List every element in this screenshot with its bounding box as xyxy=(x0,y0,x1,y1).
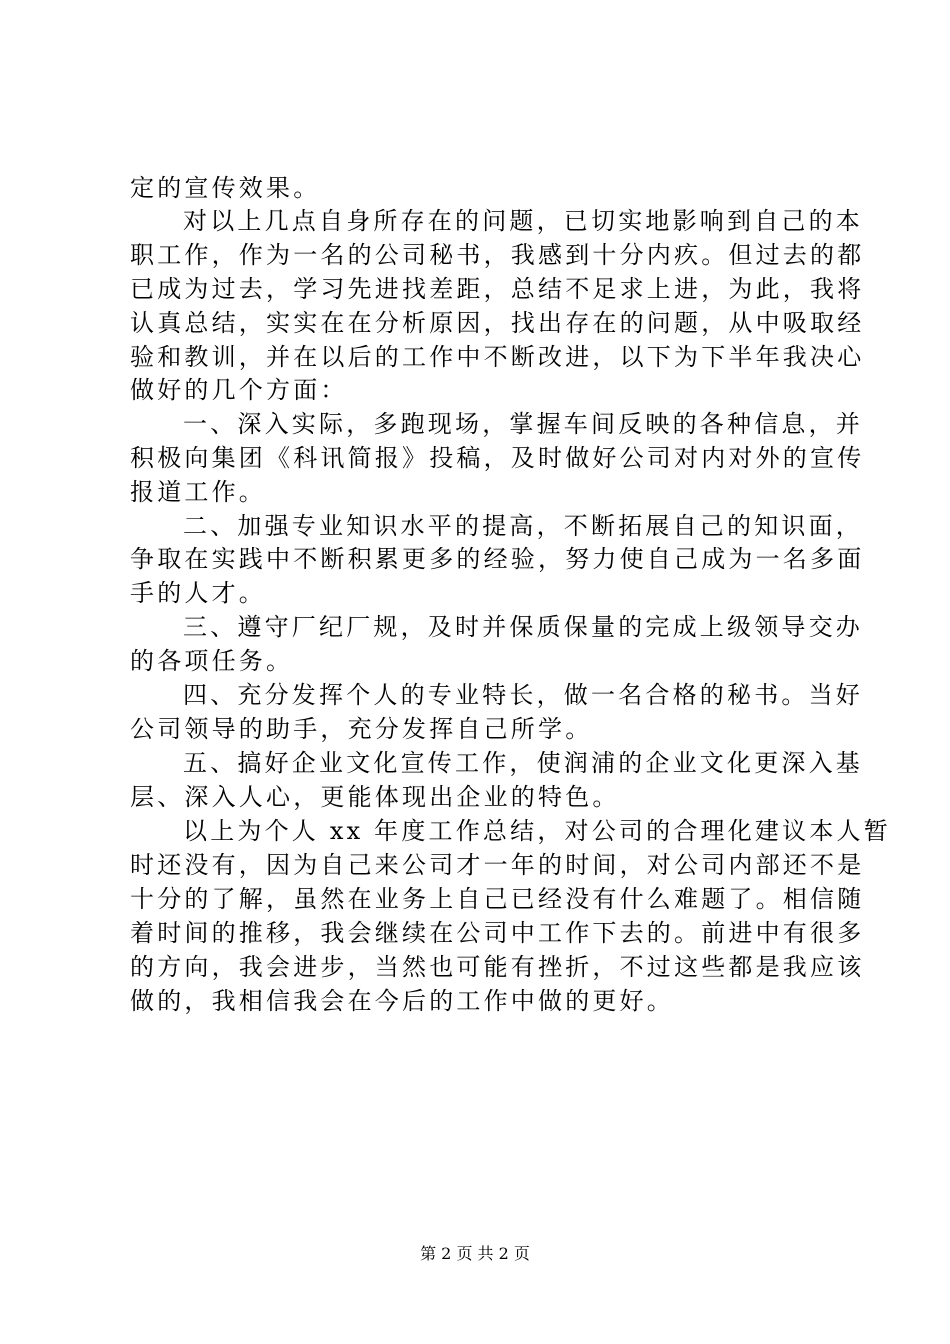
text-line: 争取在实践中不断积累更多的经验，努力使自己成为一名多面 xyxy=(130,545,865,573)
text-line: 认真总结，实实在在分析原因，找出存在的问题，从中吸取经 xyxy=(130,309,865,337)
text-line: 手的人才。 xyxy=(130,579,266,607)
text-line: 做好的几个方面： xyxy=(130,376,348,404)
text-line: 一、深入实际，多跑现场，掌握车间反映的各种信息，并 xyxy=(183,410,863,438)
text-line: 验和教训，并在以后的工作中不断改进，以下为下半年我决心 xyxy=(130,343,865,371)
text-line: 以上为个人 xx 年度工作总结，对公司的合理化建议本人暂 xyxy=(183,817,891,845)
text-line: 着时间的推移，我会继续在公司中工作下去的。前进中有很多 xyxy=(130,919,865,947)
text-line: 做的，我相信我会在今后的工作中做的更好。 xyxy=(130,987,674,1015)
page-number-footer: 第 2 页 共 2 页 xyxy=(420,1244,530,1263)
text-line: 二、加强专业知识水平的提高，不断拓展自己的知识面， xyxy=(183,512,863,540)
text-line: 职工作，作为一名的公司秘书，我感到十分内疚。但过去的都 xyxy=(130,241,865,269)
text-line: 五、搞好企业文化宣传工作，使润浦的企业文化更深入基 xyxy=(183,749,863,777)
text-line: 积极向集团《科讯简报》投稿，及时做好公司对内对外的宣传 xyxy=(130,444,865,472)
text-line: 时还没有，因为自己来公司才一年的时间，对公司内部还不是 xyxy=(130,851,865,879)
text-line: 已成为过去，学习先进找差距，总结不足求上进，为此，我将 xyxy=(130,275,865,303)
text-line: 对以上几点自身所存在的问题，已切实地影响到自己的本 xyxy=(183,207,863,235)
text-line: 层、深入人心，更能体现出企业的特色。 xyxy=(130,783,620,811)
text-line: 的方向，我会进步，当然也可能有挫折，不过这些都是我应该 xyxy=(130,953,865,981)
text-line: 十分的了解，虽然在业务上自己已经没有什么难题了。相信随 xyxy=(130,885,865,913)
text-line: 定的宣传效果。 xyxy=(130,174,321,202)
text-line: 四、充分发挥个人的专业特长，做一名合格的秘书。当好 xyxy=(183,681,863,709)
text-line: 公司领导的助手，充分发挥自己所学。 xyxy=(130,715,593,743)
text-line: 的各项任务。 xyxy=(130,647,294,675)
text-line: 三、遵守厂纪厂规，及时并保质保量的完成上级领导交办 xyxy=(183,613,863,641)
text-line: 报道工作。 xyxy=(130,478,266,506)
